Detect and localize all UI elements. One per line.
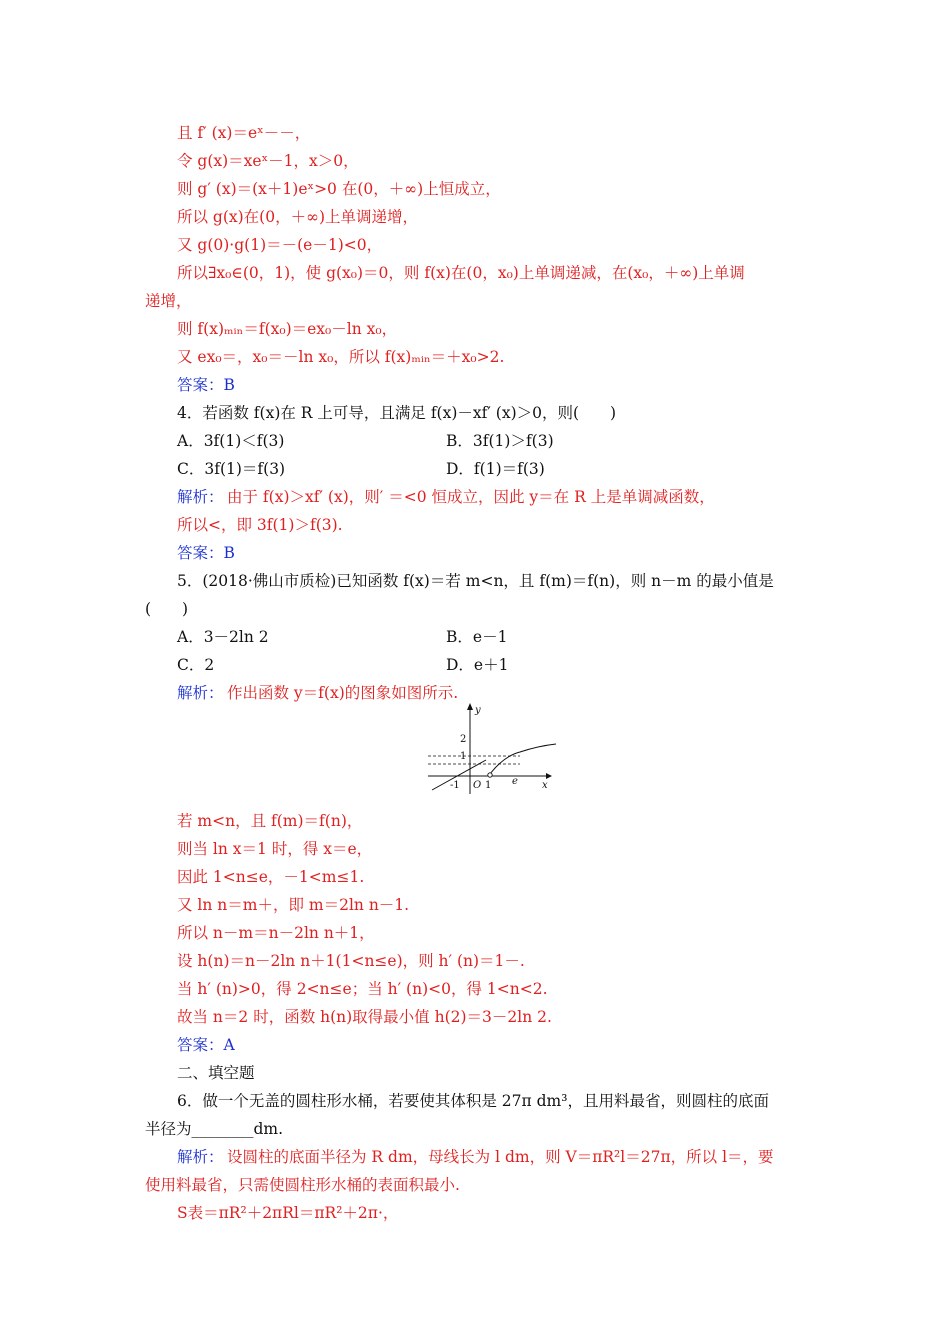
text-line: 且 f′ (x)＝eˣ－－， — [177, 124, 311, 142]
text-line: 则当 ln x＝1 时，得 x＝e， — [177, 840, 373, 858]
text-line: 递增， — [145, 292, 192, 310]
text-line: 由于 f(x)＞xf′ (x)，则′ ＝<0 恒成立，因此 y＝在 R 上是单调减函数， — [227, 488, 715, 506]
y-axis-label: y — [475, 705, 481, 716]
text-line: 令 g(x)＝xeˣ－1，x＞0， — [177, 152, 359, 170]
origin-label: O — [473, 780, 482, 791]
function-graph-figure — [424, 700, 564, 796]
text-line: 所以 g(x)在(0，＋∞)上单调递增， — [177, 208, 419, 226]
text-line: 当 h′ (n)>0，得 2<n≤e；当 h′ (n)<0，得 1<n<2. — [177, 980, 548, 998]
text-line: 故当 n＝2 时，函数 h(n)取得最小值 h(2)＝3－2ln 2. — [177, 1008, 552, 1026]
x-axis-arrow — [546, 773, 552, 779]
text-line: 设 h(n)＝n－2ln n＋1(1<n≤e)，则 h′ (n)＝1－. — [177, 952, 525, 970]
text-line: 4．若函数 f(x)在 R 上可导，且满足 f(x)－xf′ (x)＞0，则( ) — [177, 404, 617, 422]
tick-label-y2: 2 — [460, 734, 467, 745]
text-line: S表＝πR²＋2πRl＝πR²＋2π·， — [177, 1204, 399, 1222]
text-line: 5．(2018·佛山市质检)已知函数 f(x)＝若 m<n，且 f(m)＝f(n)，则 n－m 的最小值是 — [177, 572, 774, 590]
open-circle-point — [488, 773, 492, 777]
tick-label-x-neg1: -1 — [450, 780, 460, 791]
text-line: B．3f(1)＞f(3) — [446, 432, 554, 450]
text-line: 又 g(0)·g(1)＝－(e－1)<0， — [177, 236, 383, 254]
text-line: 所以 n－m＝n－2ln n＋1， — [177, 924, 375, 942]
text-line: 半径为________dm. — [145, 1120, 284, 1138]
text-line: 6．做一个无盖的圆柱形水桶，若要使其体积是 27π dm³，且用料最省，则圆柱的底面 — [177, 1092, 769, 1110]
tick-label-x1: 1 — [485, 780, 492, 791]
text-line: 作出函数 y＝f(x)的图象如图所示. — [227, 684, 459, 702]
text-line: 所以∃x₀∈(0，1)，使 g(x₀)＝0，则 f(x)在(0，x₀)上单调递减，在(x₀，＋∞)上单调 — [177, 264, 745, 282]
text-line: 二、填空题 — [177, 1064, 255, 1082]
x-axis-label: x — [542, 780, 548, 791]
text-line: B．e－1 — [446, 628, 508, 646]
text-line: A．3－2ln 2 — [177, 628, 269, 646]
text-line: 若 m<n，且 f(m)＝f(n)， — [177, 812, 363, 830]
text-line: 又 ln n＝m＋，即 m＝2ln n－1. — [177, 896, 410, 914]
text-line: D．f(1)＝f(3) — [446, 460, 545, 478]
text-line: 使用料最省，只需使圆柱形水桶的表面积最小. — [145, 1176, 460, 1194]
text-line: C．3f(1)＝f(3) — [177, 460, 286, 478]
log-branch — [490, 744, 556, 774]
text-line: 答案：A — [177, 1036, 235, 1054]
text-line: ( ) — [145, 600, 189, 618]
text-line: 解析： — [177, 684, 224, 702]
text-line: A．3f(1)＜f(3) — [177, 432, 285, 450]
text-line: 设圆柱的底面半径为 R dm，母线长为 l dm，则 V＝πR²l＝27π，所以 l＝，要 — [227, 1148, 774, 1166]
text-line: 所以<，即 3f(1)＞f(3). — [177, 516, 343, 534]
text-line: C．2 — [177, 656, 215, 674]
text-line: 解析： — [177, 1148, 224, 1166]
text-line: D．e＋1 — [446, 656, 509, 674]
text-line: 因此 1<n≤e，－1<m≤1. — [177, 868, 365, 886]
text-line: 解析： — [177, 488, 224, 506]
text-line: 则 g′ (x)＝(x＋1)eˣ>0 在(0，＋∞)上恒成立， — [177, 180, 501, 198]
tick-label-x-e: e — [512, 776, 518, 787]
tick-label-y1: 1 — [460, 751, 467, 762]
text-line: 答案：B — [177, 544, 235, 562]
y-axis-arrow — [467, 703, 473, 710]
text-line: 又 ex₀＝，x₀＝－ln x₀，所以 f(x)ₘᵢₙ＝＋x₀>2. — [177, 348, 505, 366]
text-line: 则 f(x)ₘᵢₙ＝f(x₀)＝ex₀－ln x₀， — [177, 320, 398, 338]
text-line: 答案：B — [177, 376, 235, 394]
